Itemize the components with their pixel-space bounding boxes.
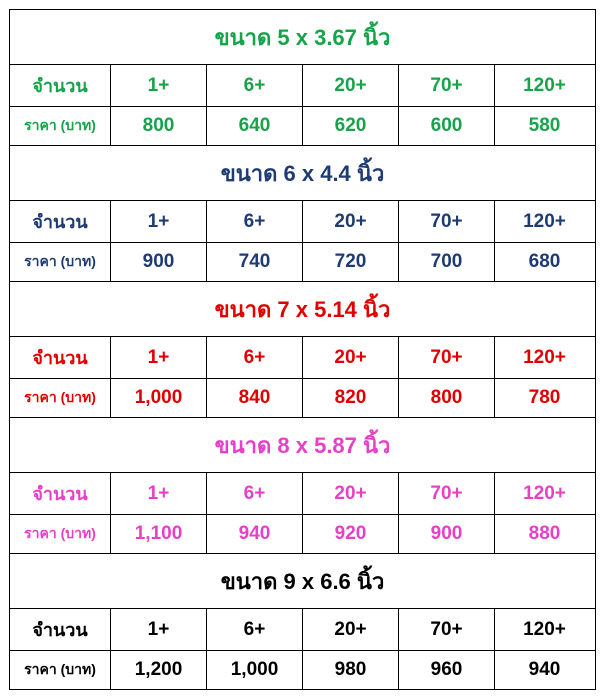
quantity-label: จำนวน [32,620,88,640]
size-section [9,418,596,554]
quantity-row [10,201,595,243]
price-row [10,515,595,553]
quantity-cell: 20+ [302,473,398,514]
quantity-cell: 6+ [206,65,302,106]
price-row [10,243,595,281]
quantity-cell: 6+ [206,337,302,378]
quantity-cell: 6+ [206,201,302,242]
price-cell: 740 [206,243,302,281]
quantity-cell: 70+ [398,337,494,378]
quantity-cell: 6+ [206,473,302,514]
quantity-row [10,337,595,379]
quantity-label: จำนวน [32,76,88,96]
price-label: ราคา (บาท) [24,253,96,269]
quantity-cell: 20+ [302,201,398,242]
price-cell: 640 [206,107,302,145]
quantity-cell: 120+ [494,609,594,650]
price-cell: 1,000 [110,379,206,417]
quantity-cell: 120+ [494,65,594,106]
price-cell: 680 [494,243,594,281]
price-cell: 880 [494,515,594,553]
price-cell: 800 [110,107,206,145]
price-row [10,651,595,689]
quantity-cell: 20+ [302,337,398,378]
quantity-row [10,609,595,651]
price-cell: 840 [206,379,302,417]
size-title: ขนาด 8 x 5.87 นิ้ว [10,418,595,473]
quantity-cell: 120+ [494,473,594,514]
price-cell: 700 [398,243,494,281]
price-label: ราคา (บาท) [24,117,96,133]
size-title: ขนาด 5 x 3.67 นิ้ว [10,10,595,65]
price-cell: 820 [302,379,398,417]
size-section [9,554,596,690]
quantity-label: จำนวน [32,484,88,504]
size-title: ขนาด 6 x 4.4 นิ้ว [10,146,595,201]
price-label: ราคา (บาท) [24,389,96,405]
quantity-cell: 70+ [398,609,494,650]
price-cell: 1,000 [206,651,302,689]
quantity-cell: 70+ [398,473,494,514]
quantity-cell: 70+ [398,201,494,242]
quantity-row [10,65,595,107]
price-cell: 720 [302,243,398,281]
price-cell: 940 [494,651,594,689]
price-table [9,9,596,690]
size-section [9,282,596,418]
quantity-cell: 20+ [302,65,398,106]
size-section [9,146,596,282]
price-label: ราคา (บาท) [24,661,96,677]
price-row [10,107,595,145]
quantity-cell: 20+ [302,609,398,650]
price-cell: 900 [398,515,494,553]
price-cell: 900 [110,243,206,281]
price-cell: 620 [302,107,398,145]
size-title: ขนาด 7 x 5.14 นิ้ว [10,282,595,337]
quantity-cell: 120+ [494,201,594,242]
price-cell: 1,200 [110,651,206,689]
quantity-cell: 70+ [398,65,494,106]
price-cell: 940 [206,515,302,553]
price-cell: 980 [302,651,398,689]
price-cell: 800 [398,379,494,417]
size-section [9,9,596,146]
quantity-cell: 120+ [494,337,594,378]
price-cell: 920 [302,515,398,553]
quantity-cell: 1+ [110,609,206,650]
price-cell: 580 [494,107,594,145]
quantity-label: จำนวน [32,212,88,232]
price-label: ราคา (บาท) [24,525,96,541]
quantity-cell: 1+ [110,473,206,514]
price-cell: 780 [494,379,594,417]
quantity-cell: 1+ [110,201,206,242]
price-cell: 600 [398,107,494,145]
price-row [10,379,595,417]
price-cell: 1,100 [110,515,206,553]
quantity-cell: 1+ [110,65,206,106]
quantity-cell: 1+ [110,337,206,378]
price-cell: 960 [398,651,494,689]
size-title: ขนาด 9 x 6.6 นิ้ว [10,554,595,609]
quantity-label: จำนวน [32,348,88,368]
quantity-row [10,473,595,515]
quantity-cell: 6+ [206,609,302,650]
